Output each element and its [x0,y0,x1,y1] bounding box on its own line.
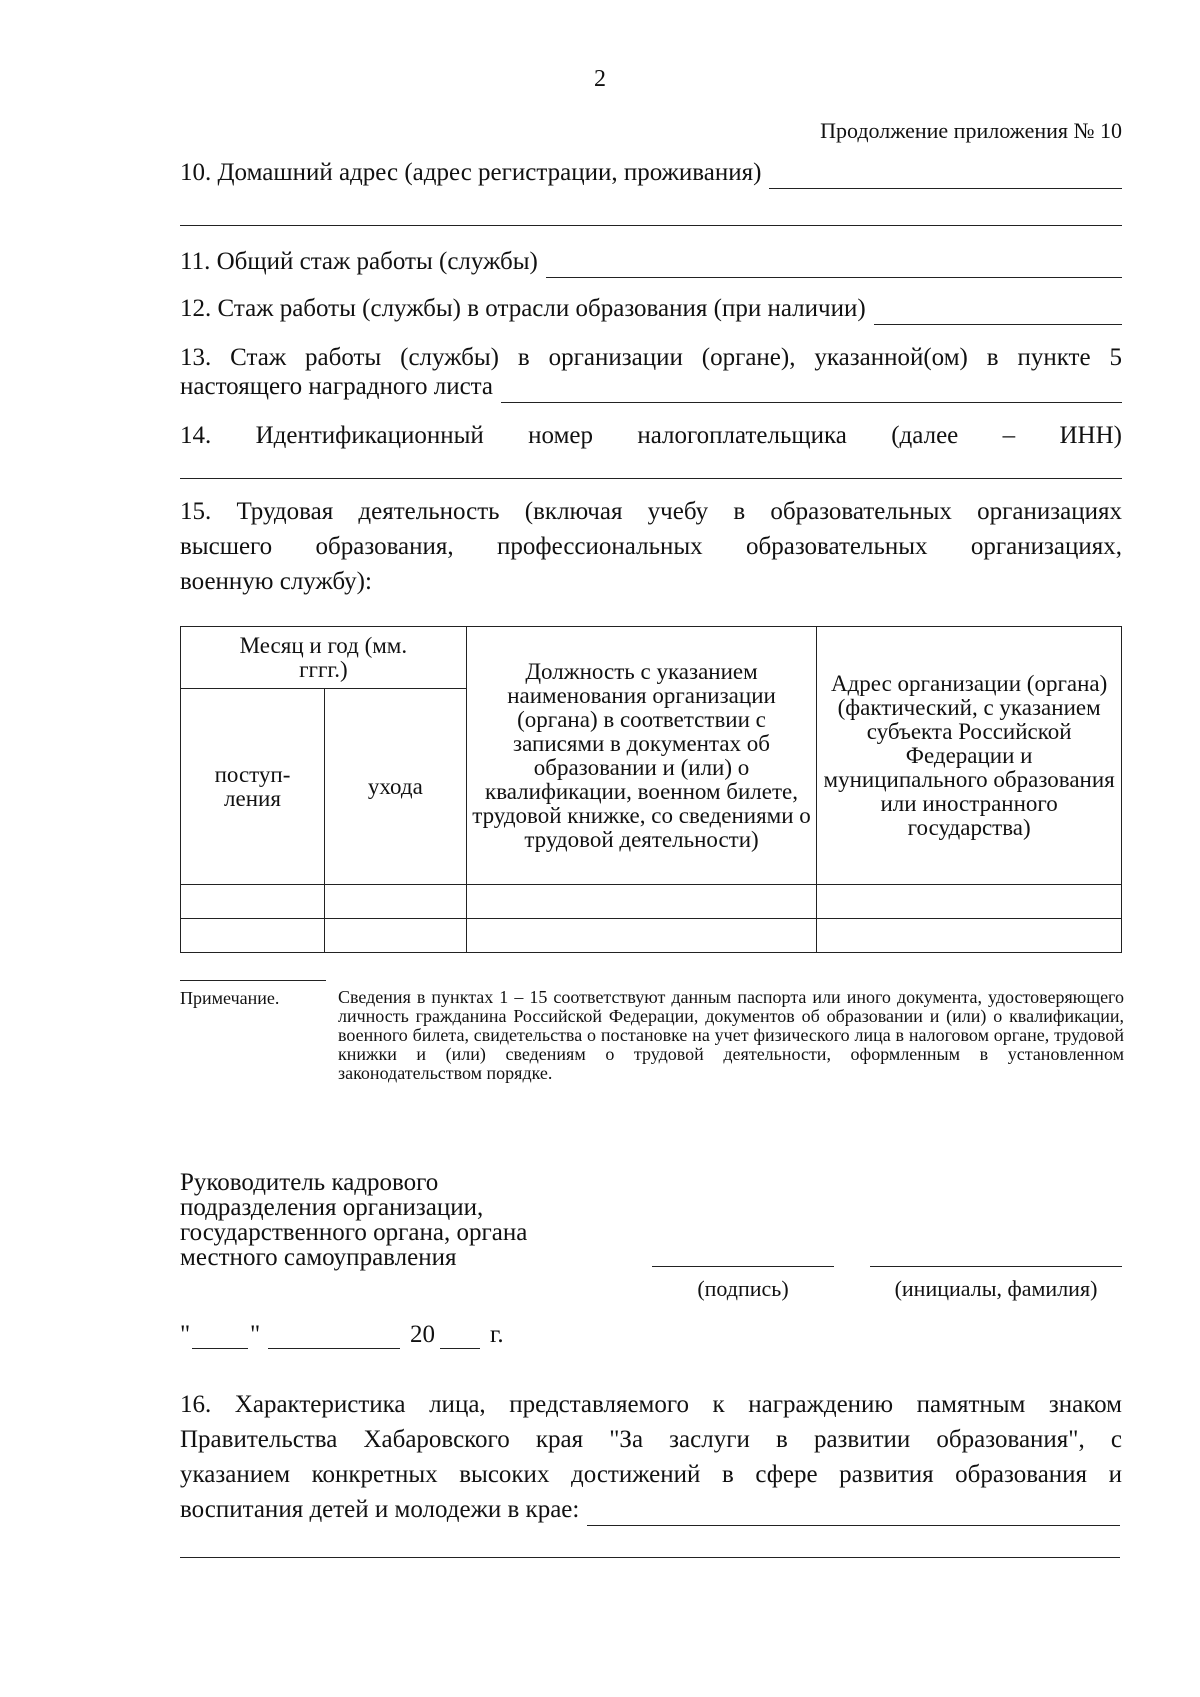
note-text: Сведения в пунктах 1 – 15 соответствуют данным паспорта или иного документа, удостоверяющего личность гражданина Российской Федерации, документов об образовании и (или) о квалификации, военного билета, свидетельства о постановке на учет физического лица в налоговом органе, трудовой книжки и (или) сведениям о трудовой деятельности, оформленным в установленном законодательством порядке. [338,987,1124,1083]
item-15-line-3: военную службу): [180,568,372,595]
item-13-field[interactable] [501,376,1122,403]
item-14-label: 14. Идентификационный номер налогоплательщика (далее – ИНН) [180,422,1122,449]
date-year-suffix: г. [490,1321,504,1348]
work-history-table [180,626,1122,953]
date-quote-close: " [250,1321,261,1348]
table-cell-exit[interactable] [324,919,466,953]
table-row [181,885,1122,919]
initials-surname-caption: (инициалы, фамилия) [894,1276,1098,1301]
item-11-total-experience [180,245,1122,278]
item-10-field-line-2[interactable] [180,225,1122,226]
signature-caption: (подпись) [697,1276,789,1301]
table-row [181,919,1122,953]
item-15-line-2: высшего образования, профессиональных образовательных организациях, [180,533,1122,560]
item-12-education-experience [180,292,1122,325]
item-13-line-1: 13. Стаж работы (службы) в организации (органе), указанной(ом) в пункте 5 [180,344,1122,371]
date-month-field[interactable] [268,1348,400,1349]
signatory-line-1: Руководитель кадрового [180,1169,439,1196]
header-exit-date: ухода [324,689,466,885]
table-cell-entry[interactable] [181,885,325,919]
item-11-field[interactable] [546,251,1122,278]
table-cell-position[interactable] [466,885,817,919]
table-cell-address[interactable] [817,885,1122,919]
item-12-label: 12. Стаж работы (службы) в отрасли образования (при наличии) [180,295,866,322]
header-org-address: Адрес организации (органа) (фактический, с указанием субъекта Российской Федерации и муниципального образования или иностранного государства) [817,627,1122,885]
item-13-org-experience [180,370,1122,403]
date-quote-open: " [180,1321,191,1348]
signatory-line-2: подразделения организации, [180,1194,484,1221]
item-10-label: 10. Домашний адрес (адрес регистрации, проживания) [180,159,762,186]
initials-surname-field[interactable] [870,1266,1122,1267]
item-16-label-line-4: воспитания детей и молодежи в крае: [180,1496,580,1523]
note-label: Примечание. [180,988,280,1008]
page-number: 2 [594,66,606,92]
item-16-line-2: Правительства Хабаровского края "За заслуги в развитии образования", с [180,1426,1122,1453]
item-13-label-line-2: настоящего наградного листа [180,373,494,400]
item-15-line-1: 15. Трудовая деятельность (включая учебу в образовательных организациях [180,498,1122,525]
item-16-field-line-2[interactable] [180,1557,1120,1558]
table-cell-position[interactable] [466,919,817,953]
date-year-field[interactable] [440,1348,480,1349]
item-10-home-address [180,156,1122,189]
note-separator [180,980,326,981]
item-16-field[interactable] [587,1499,1120,1526]
item-14-field[interactable] [180,478,1122,479]
item-12-field[interactable] [874,298,1122,325]
signatory-line-4: местного самоуправления [180,1244,457,1271]
table-cell-exit[interactable] [324,885,466,919]
appendix-continuation-note: Продолжение приложения № 10 [820,118,1122,143]
signatory-line-3: государственного органа, органа [180,1219,528,1246]
date-year-prefix: 20 [410,1321,435,1348]
signature-field[interactable] [652,1266,834,1267]
item-11-label: 11. Общий стаж работы (службы) [180,248,538,275]
header-entry-date: поступ-ления [181,689,325,885]
table-cell-entry[interactable] [181,919,325,953]
item-16-line-3: указанием конкретных высоких достижений в сфере развития образования и [180,1461,1122,1488]
header-position: Должность с указанием наименования организации (органа) в соответствии с записями в документах об образовании и (или) о квалификации, военном билете, трудовой книжке, со сведениями о трудовой деятельности) [466,627,817,885]
date-day-field[interactable] [192,1348,248,1349]
item-16-line-1: 16. Характеристика лица, представляемого к награждению памятным знаком [180,1391,1122,1418]
table-cell-address[interactable] [817,919,1122,953]
item-10-field[interactable] [769,162,1122,189]
item-16-characterization [180,1493,1120,1526]
header-month-year: Месяц и год (мм. гггг.) [181,627,467,689]
